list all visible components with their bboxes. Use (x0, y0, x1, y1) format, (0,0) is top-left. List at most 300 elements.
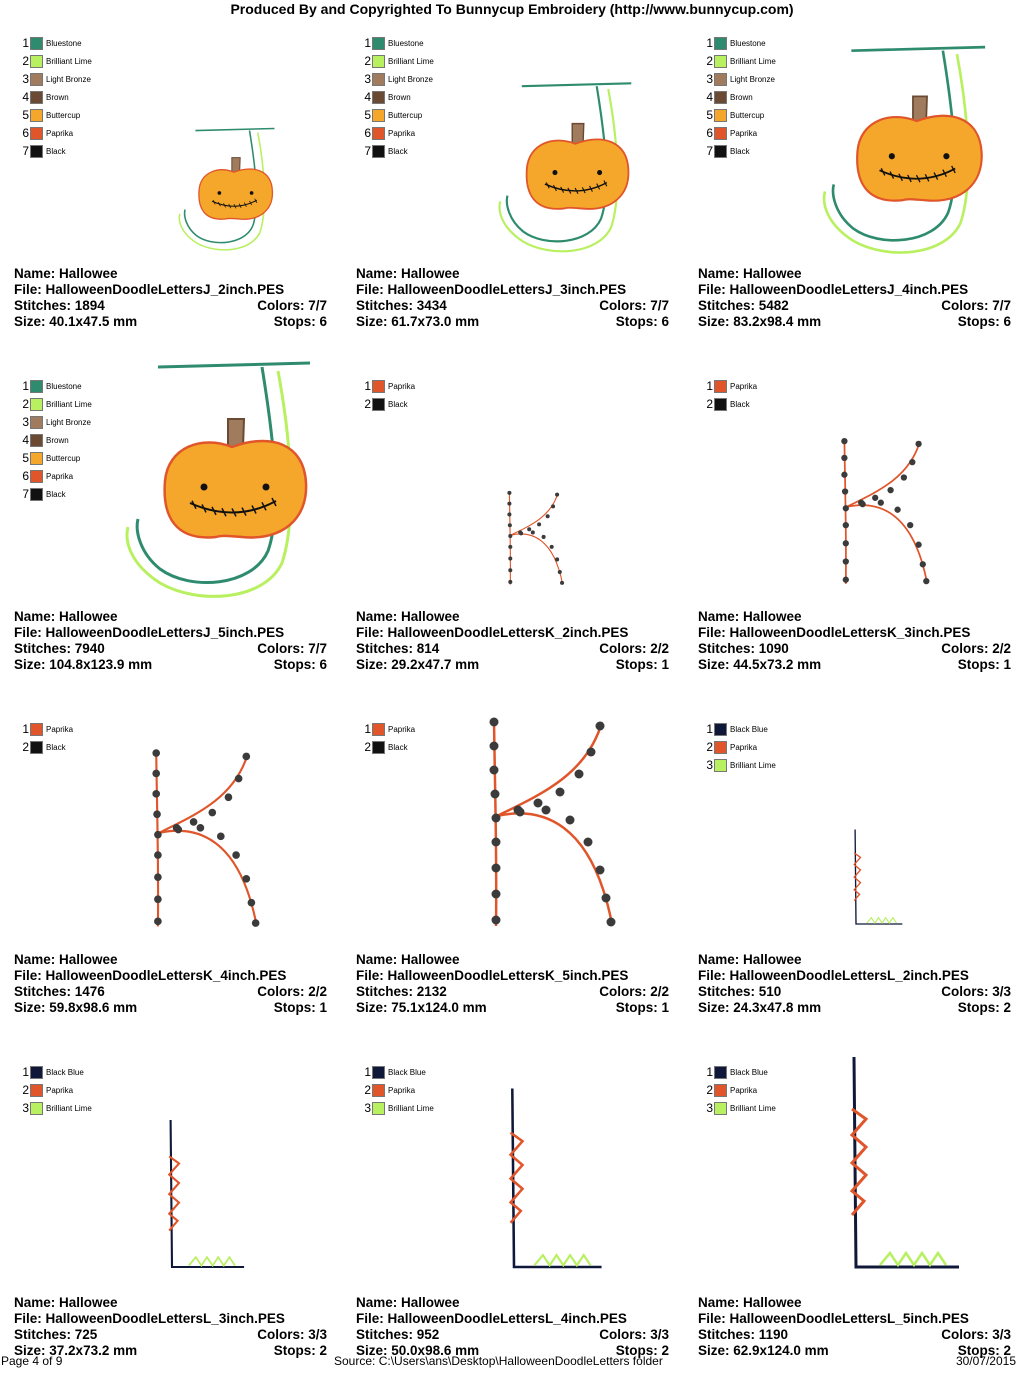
k-bead-dot (859, 501, 865, 507)
color-swatch (30, 470, 43, 483)
legend-color-name: Paprika (730, 742, 758, 752)
legend-row (20, 467, 92, 485)
pumpkin-left-eye (889, 153, 895, 159)
legend-color-name: Black (46, 742, 66, 752)
legend-row (20, 1063, 92, 1081)
k-bead-dot (920, 561, 926, 567)
stitch-count: 5482 (758, 298, 789, 313)
legend-number: 3 (22, 1101, 29, 1115)
stops-label: Stops: (615, 1000, 658, 1015)
stop-count: 1 (1003, 657, 1011, 672)
design-card (684, 351, 1024, 694)
legend-number: 1 (364, 1065, 371, 1079)
legend-color-name: Brilliant Lime (46, 1103, 92, 1113)
k-bead-dot (887, 487, 893, 493)
legend-color-name: Black Blue (46, 1067, 84, 1077)
size-label: Size: (698, 1343, 730, 1358)
legend-row (20, 34, 92, 52)
k-bead-dot (519, 531, 523, 535)
k-bead-dot (584, 838, 593, 847)
legend-row (20, 413, 92, 431)
design-info (698, 266, 1011, 330)
legend-number: 1 (22, 36, 29, 50)
colors-label: Colors: (257, 1327, 305, 1342)
legend-color-name: Black (388, 399, 408, 409)
k-bead-dot (909, 459, 915, 465)
stitches-label: Stitches: (698, 1327, 756, 1342)
legend-row (20, 738, 73, 756)
letter-l-art (852, 1057, 959, 1267)
name-row (356, 952, 669, 968)
legend-row (704, 1063, 776, 1081)
color-swatch (714, 127, 727, 140)
legend-number: 6 (364, 126, 371, 140)
legend-row (362, 1099, 434, 1117)
stitch-count: 1894 (74, 298, 105, 313)
k-bead-dot (508, 557, 512, 561)
k-bead-dot (508, 568, 512, 572)
letter-l-art (169, 1120, 244, 1267)
stitches-label: Stitches: (698, 641, 756, 656)
design-file: HalloweenDoodleLettersJ_4inch.PES (729, 282, 969, 297)
design-size: 37.2x73.2 mm (49, 1343, 138, 1358)
k-lower-arm (159, 831, 257, 925)
legend-number: 3 (22, 415, 29, 429)
name-label: Name: (698, 952, 740, 967)
k-bead-dot (208, 809, 216, 817)
k-bead-dot (901, 474, 907, 480)
legend-color-name: Brown (388, 92, 411, 102)
legend-number: 7 (22, 487, 29, 501)
l-frame (171, 1120, 245, 1267)
file-row (356, 282, 669, 298)
legend-row (704, 34, 776, 52)
k-bead-dot (596, 722, 605, 731)
design-name: Hallowee (59, 609, 118, 624)
file-label: File: (698, 968, 726, 983)
legend-color-name: Bluestone (46, 38, 82, 48)
color-swatch (714, 723, 727, 736)
color-swatch (372, 1102, 385, 1115)
pumpkin-left-eye (201, 484, 208, 491)
size-row (14, 314, 327, 330)
legend-row (362, 52, 434, 70)
size-label: Size: (356, 1000, 388, 1015)
stitch-count: 814 (416, 641, 440, 656)
k-bead-dot (174, 826, 182, 834)
design-file: HalloweenDoodleLettersK_3inch.PES (729, 625, 971, 640)
name-label: Name: (14, 952, 56, 967)
design-file: HalloweenDoodleLettersK_4inch.PES (45, 968, 287, 983)
legend-row (20, 52, 92, 70)
letter-l-art (511, 1089, 602, 1268)
legend-color-name: Paprika (730, 381, 758, 391)
design-size: 40.1x47.5 mm (49, 314, 138, 329)
k-bead-dot (531, 530, 535, 534)
legend-number: 1 (706, 36, 713, 50)
design-name: Hallowee (401, 609, 460, 624)
file-label: File: (14, 282, 42, 297)
stop-count: 2 (1003, 1343, 1011, 1358)
stops-label: Stops: (615, 657, 658, 672)
stop-count: 6 (661, 314, 669, 329)
legend-row (362, 106, 434, 124)
legend-color-name: Light Bronze (730, 74, 775, 84)
size-label: Size: (698, 657, 730, 672)
k-upper-arm (159, 753, 248, 833)
legend-color-name: Brilliant Lime (388, 56, 434, 66)
stops-label: Stops: (957, 314, 1000, 329)
legend-color-name: Light Bronze (388, 74, 433, 84)
color-swatch (30, 741, 43, 754)
legend-color-name: Black Blue (730, 1067, 768, 1077)
design-info (356, 266, 669, 330)
color-count: 7/7 (650, 298, 669, 313)
design-name: Hallowee (59, 1295, 118, 1310)
stitches-row (14, 641, 327, 657)
design-card (342, 1037, 683, 1380)
k-bead-dot (242, 753, 250, 761)
k-bead-dot (575, 770, 584, 779)
l-frame (512, 1089, 601, 1268)
legend-row (704, 720, 776, 738)
color-swatch (372, 37, 385, 50)
stitches-label: Stitches: (14, 298, 72, 313)
legend-color-name: Bluestone (730, 38, 766, 48)
design-name: Hallowee (743, 952, 802, 967)
legend-color-name: Light Bronze (46, 417, 91, 427)
legend-number: 1 (364, 36, 371, 50)
k-bead-dot (542, 535, 546, 539)
legend-number: 1 (22, 722, 29, 736)
file-label: File: (698, 1311, 726, 1326)
stitch-count: 7940 (74, 641, 105, 656)
name-row (14, 266, 327, 282)
k-bead-dot (232, 851, 240, 859)
stitches-label: Stitches: (14, 641, 72, 656)
k-bead-dot (516, 808, 525, 817)
legend-row (704, 142, 776, 160)
legend-number: 2 (22, 397, 29, 411)
stitches-row (356, 984, 669, 1000)
k-upper-arm (511, 493, 558, 535)
design-card (342, 8, 683, 351)
colors-label: Colors: (941, 298, 989, 313)
k-bead-dot (492, 838, 501, 847)
k-bead-dot (197, 824, 205, 832)
legend-color-name: Paprika (388, 724, 416, 734)
legend-number: 3 (364, 1101, 371, 1115)
legend-color-name: Paprika (46, 724, 74, 734)
color-count: 2/2 (650, 984, 669, 999)
legend-color-name: Bluestone (388, 38, 424, 48)
color-swatch (714, 1084, 727, 1097)
design-file: HalloweenDoodleLettersK_5inch.PES (387, 968, 629, 983)
k-bead-dot (894, 507, 900, 513)
stop-count: 2 (1003, 1000, 1011, 1015)
size-row (356, 314, 669, 330)
legend-number: 4 (22, 90, 29, 104)
design-size: 75.1x124.0 mm (391, 1000, 487, 1015)
color-swatch (714, 1102, 727, 1115)
legend-number: 2 (22, 1083, 29, 1097)
k-bead-dot (490, 742, 499, 751)
k-bead-dot (607, 918, 616, 927)
size-row (698, 1000, 1011, 1016)
legend-number: 2 (22, 740, 29, 754)
k-bead-dot (843, 522, 849, 528)
size-label: Size: (356, 314, 388, 329)
page-number: Page 4 of 9 (1, 1354, 63, 1368)
stitches-row (14, 298, 327, 314)
name-label: Name: (698, 1295, 740, 1310)
legend-row (362, 1063, 434, 1081)
k-bead-dot (841, 472, 847, 478)
legend-row (20, 70, 92, 88)
letter-l-art (854, 830, 902, 925)
legend-row (704, 124, 776, 142)
pumpkin-right-eye (263, 484, 270, 491)
legend-number: 2 (364, 740, 371, 754)
color-swatch (30, 1084, 43, 1097)
legend-color-name: Brilliant Lime (730, 56, 776, 66)
k-bead-dot (843, 540, 849, 546)
pumpkin-right-eye (943, 153, 949, 159)
k-bead-dot (907, 522, 913, 528)
color-swatch (30, 416, 43, 429)
legend-number: 7 (706, 144, 713, 158)
stitches-label: Stitches: (698, 984, 756, 999)
file-label: File: (14, 1311, 42, 1326)
name-row (356, 1295, 669, 1311)
k-bead-dot (841, 455, 847, 461)
size-row (356, 1000, 669, 1016)
file-label: File: (356, 1311, 384, 1326)
name-label: Name: (14, 609, 56, 624)
legend-row (704, 1081, 776, 1099)
l-frame (855, 830, 902, 925)
legend-color-name: Buttercup (730, 110, 765, 120)
legend-number: 5 (706, 108, 713, 122)
k-bead-dot (551, 504, 555, 508)
name-label: Name: (356, 266, 398, 281)
design-size: 83.2x98.4 mm (733, 314, 822, 329)
color-swatch (714, 73, 727, 86)
name-row (356, 609, 669, 625)
pumpkin-body (857, 116, 982, 201)
legend-row (20, 1081, 92, 1099)
color-swatch (372, 398, 385, 411)
k-bead-dot (152, 770, 160, 778)
k-upper-arm (847, 441, 921, 507)
design-card (0, 8, 341, 351)
letter-j-pumpkin-art (179, 128, 274, 249)
thread-color-legend (704, 34, 776, 160)
legend-color-name: Paprika (388, 128, 416, 138)
j-top-bar (195, 128, 274, 130)
file-label: File: (356, 282, 384, 297)
design-file: HalloweenDoodleLettersK_2inch.PES (387, 625, 629, 640)
k-bead-dot (217, 833, 225, 841)
legend-number: 2 (706, 1083, 713, 1097)
legend-row (362, 88, 434, 106)
color-count: 3/3 (650, 1327, 669, 1342)
design-info (356, 952, 669, 1016)
color-swatch (714, 37, 727, 50)
thread-color-legend (704, 720, 776, 774)
stitches-row (356, 1327, 669, 1343)
name-row (698, 952, 1011, 968)
thread-color-legend (20, 377, 92, 503)
legend-number: 3 (364, 72, 371, 86)
k-bead-dot (602, 894, 611, 903)
thread-color-legend (362, 377, 415, 413)
stops-label: Stops: (615, 314, 658, 329)
design-card (342, 694, 683, 1037)
k-bead-dot (872, 495, 878, 501)
k-bead-dot (507, 491, 511, 495)
k-bead-dot (507, 502, 511, 506)
size-row (698, 314, 1011, 330)
color-swatch (714, 91, 727, 104)
design-info (14, 266, 327, 330)
color-swatch (714, 741, 727, 754)
legend-row (704, 88, 776, 106)
legend-number: 7 (22, 144, 29, 158)
legend-number: 1 (364, 722, 371, 736)
color-swatch (30, 127, 43, 140)
colors-label: Colors: (941, 1327, 989, 1342)
legend-number: 1 (706, 1065, 713, 1079)
k-bead-dot (556, 788, 565, 797)
name-row (356, 266, 669, 282)
size-label: Size: (356, 657, 388, 672)
stitches-label: Stitches: (14, 1327, 72, 1342)
stop-count: 2 (661, 1343, 669, 1358)
design-size: 62.9x124.0 mm (733, 1343, 829, 1358)
stops-label: Stops: (273, 1000, 316, 1015)
stitch-count: 725 (74, 1327, 98, 1342)
file-label: File: (356, 625, 384, 640)
legend-number: 3 (706, 1101, 713, 1115)
legend-color-name: Brilliant Lime (46, 399, 92, 409)
k-bead-dot (154, 851, 162, 859)
k-lower-arm (847, 505, 928, 582)
design-info (356, 1295, 669, 1359)
legend-number: 3 (706, 758, 713, 772)
stitches-label: Stitches: (356, 984, 414, 999)
stitch-count: 1090 (758, 641, 789, 656)
design-file: HalloweenDoodleLettersJ_3inch.PES (387, 282, 627, 297)
legend-color-name: Buttercup (46, 110, 81, 120)
name-row (14, 1295, 327, 1311)
design-info (356, 609, 669, 673)
k-bead-dot (235, 775, 243, 783)
k-bead-dot (546, 514, 550, 518)
name-label: Name: (356, 609, 398, 624)
file-row (698, 282, 1011, 298)
stitch-count: 1190 (758, 1327, 789, 1342)
file-row (14, 625, 327, 641)
legend-color-name: Paprika (730, 1085, 758, 1095)
color-count: 2/2 (308, 984, 327, 999)
name-row (14, 952, 327, 968)
legend-row (362, 377, 415, 395)
design-name: Hallowee (743, 609, 802, 624)
file-row (356, 625, 669, 641)
legend-number: 1 (706, 379, 713, 393)
k-bead-dot (587, 748, 596, 757)
design-info (14, 1295, 327, 1359)
color-swatch (30, 91, 43, 104)
pumpkin-body (527, 139, 629, 208)
design-info (14, 952, 327, 1016)
legend-number: 2 (22, 54, 29, 68)
design-card (0, 1037, 341, 1380)
legend-number: 1 (22, 379, 29, 393)
size-label: Size: (698, 1000, 730, 1015)
legend-row (20, 88, 92, 106)
legend-row (362, 34, 434, 52)
color-swatch (30, 37, 43, 50)
k-bead-dot (841, 438, 847, 444)
legend-color-name: Black (46, 146, 66, 156)
design-info (14, 609, 327, 673)
stitches-row (698, 298, 1011, 314)
pumpkin-body (199, 169, 273, 219)
design-size: 29.2x47.7 mm (391, 657, 480, 672)
k-bead-dot (490, 718, 499, 727)
colors-label: Colors: (599, 298, 647, 313)
file-label: File: (14, 968, 42, 983)
color-count: 3/3 (992, 984, 1011, 999)
k-bead-dot (507, 512, 511, 516)
source-path: Source: C:\Users\ans\Desktop\HalloweenDoodleLetters folder (334, 1354, 663, 1368)
k-bead-dot (508, 534, 512, 538)
stops-label: Stops: (273, 1343, 316, 1358)
size-label: Size: (14, 1343, 46, 1358)
thread-color-legend (704, 1063, 776, 1117)
color-swatch (30, 1066, 43, 1079)
legend-color-name: Brilliant Lime (388, 1103, 434, 1113)
file-row (14, 968, 327, 984)
legend-row (704, 377, 757, 395)
k-bead-dot (878, 500, 884, 506)
design-name: Hallowee (401, 266, 460, 281)
name-label: Name: (14, 266, 56, 281)
color-swatch (714, 380, 727, 393)
stitches-label: Stitches: (356, 1327, 414, 1342)
thread-color-legend (20, 34, 92, 160)
color-swatch (30, 55, 43, 68)
legend-row (704, 395, 757, 413)
design-file: HalloweenDoodleLettersL_2inch.PES (729, 968, 969, 983)
k-bead-dot (225, 793, 233, 801)
stops-label: Stops: (957, 1000, 1000, 1015)
color-swatch (30, 380, 43, 393)
legend-number: 2 (364, 54, 371, 68)
pumpkin-body (165, 441, 306, 537)
file-row (698, 968, 1011, 984)
legend-color-name: Black (46, 489, 66, 499)
color-count: 7/7 (992, 298, 1011, 313)
legend-row (20, 1099, 92, 1117)
stitch-count: 952 (416, 1327, 440, 1342)
legend-row (704, 52, 776, 70)
file-row (14, 1311, 327, 1327)
legend-color-name: Black (730, 399, 750, 409)
color-swatch (714, 55, 727, 68)
